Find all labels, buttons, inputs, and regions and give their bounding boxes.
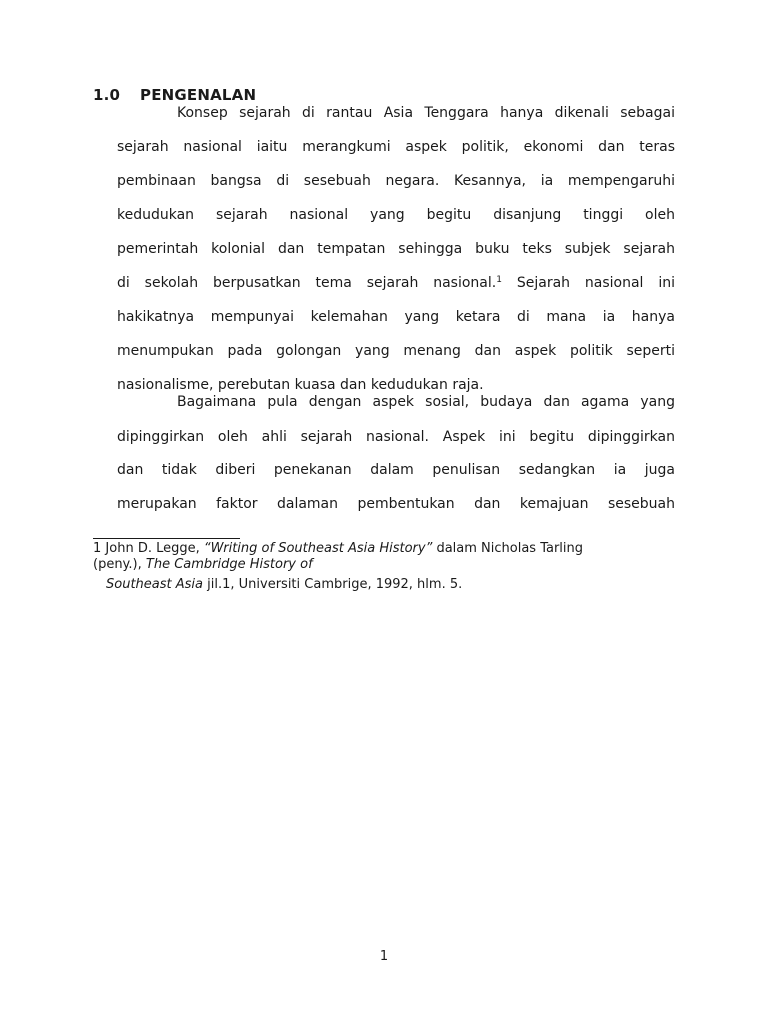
page-number: 1 xyxy=(379,949,389,964)
paragraph-1-line-1: Konsep sejarah di rantau Asia Tenggara hanya dikenali sebagai xyxy=(177,105,675,121)
footnote-book-title-b: Southeast Asia xyxy=(106,577,203,592)
footnote-in-text: dalam Nicholas Tarling xyxy=(436,541,584,556)
paragraph-2-line-4: merupakan faktor dalaman pembentukan dan kemajuan sesebuah xyxy=(117,496,675,512)
footnote-article: “Writing of Southeast Asia History” xyxy=(203,541,433,556)
footnote-separator xyxy=(93,538,240,539)
footnote-book-title-a: The Cambridge History of xyxy=(145,557,313,572)
paragraph-1-line-8: menumpukan pada golongan yang menang dan aspek politik seperti xyxy=(117,343,675,359)
paragraph-2-line-1: Bagaimana pula dengan aspek sosial, budaya dan agama yang xyxy=(177,394,675,410)
footnote-line-2 xyxy=(93,557,313,573)
footnote-editor-note: (peny.), xyxy=(93,557,142,572)
paragraph-1-line-9: nasionalisme, perebutan kuasa dan kedudukan raja. xyxy=(117,377,484,393)
line-6-text-a: di sekolah berpusatkan tema sejarah nasional. xyxy=(117,275,497,291)
footnote-reference[interactable]: 1 xyxy=(496,275,502,285)
paragraph-1-line-6 xyxy=(117,273,675,293)
section-number: 1.0 xyxy=(93,86,121,104)
paragraph-1-line-5: pemerintah kolonial dan tempatan sehingga buku teks subjek sejarah xyxy=(117,241,675,257)
paragraph-2-line-2: dipinggirkan oleh ahli sejarah nasional. Aspek ini begitu dipinggirkan xyxy=(117,429,675,445)
footnote-number: 1 xyxy=(93,541,102,556)
footnote-line-1 xyxy=(93,541,583,557)
section-title: PENGENALAN xyxy=(140,86,257,104)
paragraph-1-line-3: pembinaan bangsa di sesebuah negara. Kesannya, ia mempengaruhi xyxy=(117,173,675,189)
paragraph-1-line-2: sejarah nasional iaitu merangkumi aspek politik, ekonomi dan teras xyxy=(117,139,675,155)
footnote-details: jil.1, Universiti Cambrige, 1992, hlm. 5. xyxy=(207,577,463,592)
paragraph-1-line-7: hakikatnya mempunyai kelemahan yang ketara di mana ia hanya xyxy=(117,309,675,325)
footnote-author: John D. Legge, xyxy=(105,541,200,556)
section-heading xyxy=(93,86,256,104)
line-6-text-b: Sejarah nasional ini xyxy=(516,275,675,291)
footnote-line-3 xyxy=(106,577,462,593)
paragraph-2-line-3: dan tidak diberi penekanan dalam penulisan sedangkan ia juga xyxy=(117,462,675,478)
paragraph-1-line-4: kedudukan sejarah nasional yang begitu disanjung tinggi oleh xyxy=(117,207,675,223)
